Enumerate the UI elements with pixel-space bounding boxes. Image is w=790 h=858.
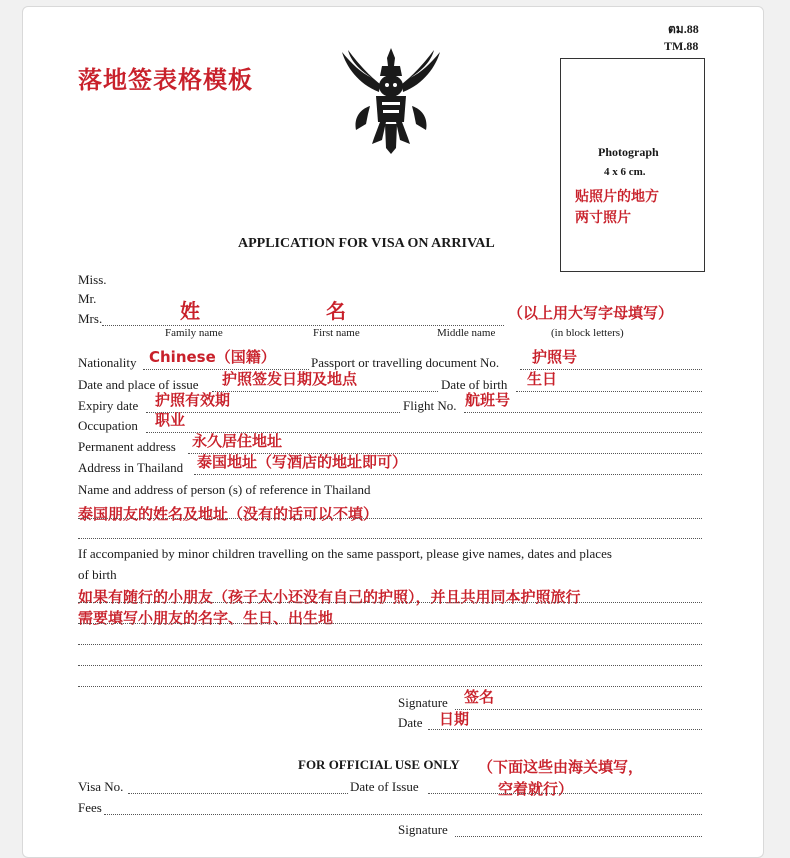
template-title: 落地签表格模板 bbox=[78, 66, 253, 94]
title-miss: Miss. bbox=[78, 272, 107, 287]
reference-line-2[interactable] bbox=[78, 538, 702, 539]
fees-line[interactable] bbox=[104, 814, 702, 815]
date-of-issue-line[interactable] bbox=[428, 793, 702, 794]
signature-note: 签名 bbox=[464, 688, 495, 706]
nationality-label: Nationality bbox=[78, 355, 137, 370]
middle-name-label: Middle name bbox=[437, 327, 496, 339]
birth-label: Date of birth bbox=[441, 377, 508, 392]
date-line[interactable] bbox=[428, 729, 702, 730]
reference-label: Name and address of person (s) of reference in Thailand bbox=[78, 482, 371, 497]
minors-line-5[interactable] bbox=[78, 686, 702, 687]
photograph-label: Photograph bbox=[598, 145, 659, 159]
reference-note: 泰国朋友的姓名及地址（没有的话可以不填） bbox=[78, 505, 379, 523]
minors-line-2[interactable] bbox=[78, 623, 702, 624]
occupation-label: Occupation bbox=[78, 418, 138, 433]
date-note: 日期 bbox=[439, 710, 470, 728]
photograph-size: 4 x 6 cm. bbox=[604, 166, 646, 178]
official-use-note-2: 空着就行） bbox=[498, 780, 574, 798]
visa-no-line[interactable] bbox=[128, 793, 348, 794]
official-use-note-1: （下面这些由海关填写， bbox=[478, 758, 644, 776]
title-mrs: Mrs. bbox=[78, 311, 103, 326]
expiry-note: 护照有效期 bbox=[155, 391, 231, 409]
title-mr: Mr. bbox=[78, 291, 97, 306]
flight-label: Flight No. bbox=[403, 398, 457, 413]
official-signature-line[interactable] bbox=[455, 836, 702, 837]
date-of-issue-label: Date of Issue bbox=[350, 779, 419, 794]
form-code-thai: ตม.88 bbox=[668, 22, 699, 36]
birth-line[interactable] bbox=[516, 391, 702, 392]
first-name-note: 名 bbox=[326, 299, 346, 323]
date-label: Date bbox=[398, 715, 423, 730]
birth-note: 生日 bbox=[527, 370, 558, 388]
official-signature-label: Signature bbox=[398, 822, 448, 837]
permanent-address-label: Permanent address bbox=[78, 439, 176, 454]
photograph-note-1: 贴照片的地方 bbox=[575, 189, 659, 205]
photograph-box bbox=[560, 58, 705, 272]
issue-note: 护照签发日期及地点 bbox=[222, 370, 358, 388]
minors-text-2: of birth bbox=[78, 567, 117, 582]
issue-label: Date and place of issue bbox=[78, 377, 199, 392]
thailand-address-label: Address in Thailand bbox=[78, 460, 184, 475]
block-letters-label: (in block letters) bbox=[551, 327, 624, 339]
visa-no-label: Visa No. bbox=[78, 779, 124, 794]
nationality-value: Chinese（国籍） bbox=[149, 348, 276, 366]
family-name-label: Family name bbox=[165, 327, 223, 339]
garuda-emblem-icon bbox=[338, 44, 444, 156]
permanent-address-note: 永久居住地址 bbox=[192, 432, 283, 450]
passport-note: 护照号 bbox=[532, 348, 578, 366]
expiry-label: Expiry date bbox=[78, 398, 139, 413]
minors-line-3[interactable] bbox=[78, 644, 702, 645]
minors-line-1[interactable] bbox=[78, 602, 702, 603]
form-title: APPLICATION FOR VISA ON ARRIVAL bbox=[238, 236, 495, 251]
name-line[interactable] bbox=[102, 325, 504, 326]
form-code: TM.88 bbox=[664, 39, 699, 53]
signature-line[interactable] bbox=[455, 709, 702, 710]
fees-label: Fees bbox=[78, 800, 102, 815]
minors-note-2: 需要填写小朋友的名字、生日、出生地 bbox=[78, 609, 334, 627]
reference-line-1[interactable] bbox=[78, 518, 702, 519]
flight-note: 航班号 bbox=[465, 391, 511, 409]
thailand-address-line[interactable] bbox=[194, 474, 702, 475]
thailand-address-note: 泰国地址（写酒店的地址即可） bbox=[197, 453, 408, 471]
occupation-note: 职业 bbox=[155, 411, 186, 429]
passport-label: Passport or travelling document No. bbox=[311, 355, 500, 370]
flight-line[interactable] bbox=[464, 412, 702, 413]
block-letters-note: （以上用大写字母填写） bbox=[508, 304, 674, 322]
minors-note-1: 如果有随行的小朋友（孩子太小还没有自己的护照），并且共用同本护照旅行 bbox=[78, 588, 581, 606]
minors-text-1: If accompanied by minor children travelling on the same passport, please give names, dates and places bbox=[78, 546, 612, 561]
first-name-label: First name bbox=[313, 327, 360, 339]
minors-line-4[interactable] bbox=[78, 665, 702, 666]
family-name-note: 姓 bbox=[180, 299, 200, 323]
photograph-note-2: 两寸照片 bbox=[575, 210, 631, 226]
issue-line[interactable] bbox=[212, 391, 438, 392]
signature-label: Signature bbox=[398, 695, 448, 710]
official-use-heading: FOR OFFICIAL USE ONLY bbox=[298, 757, 460, 772]
